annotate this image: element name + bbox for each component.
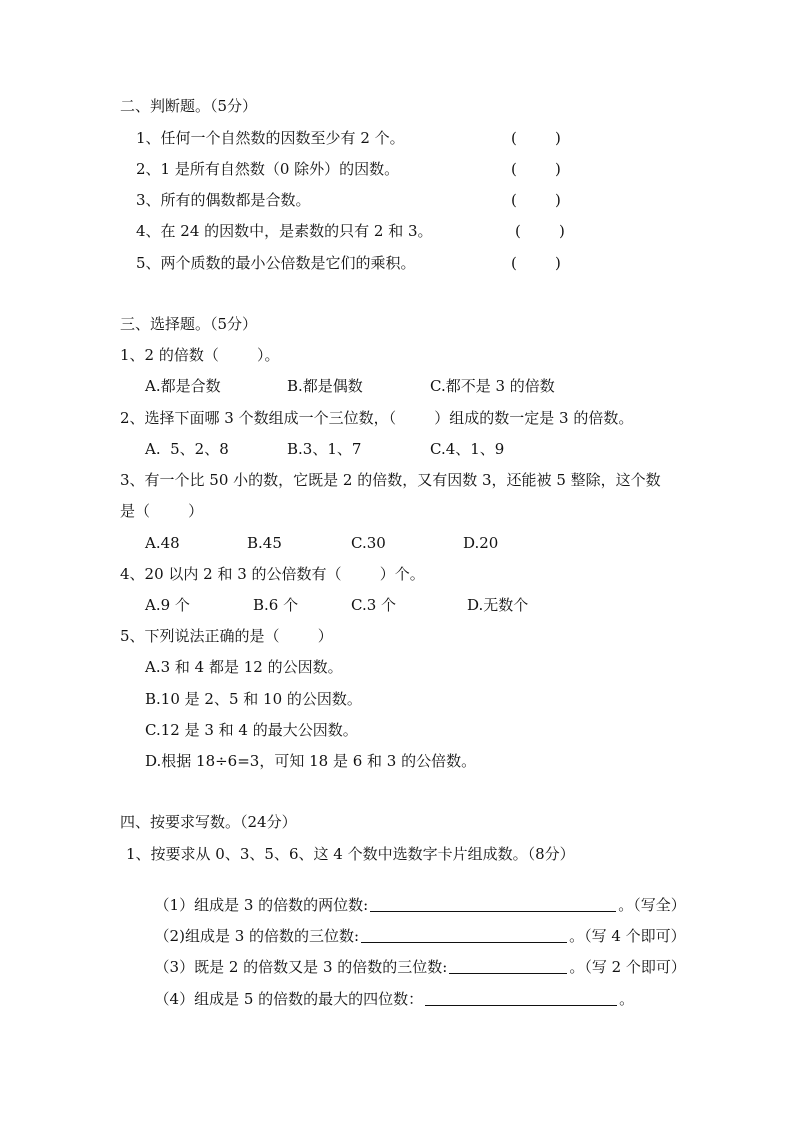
- choice-q4-option-c[interactable]: C.3 个: [351, 596, 397, 614]
- choice-q3-option-c[interactable]: C.30: [351, 534, 386, 552]
- choice-q3-stem: 3、有一个比 50 小的数，它既是 2 的倍数，又有因数 3，还能被 5 整除，这个数: [120, 471, 661, 489]
- choice-q4-option-b[interactable]: B.6 个: [253, 596, 299, 614]
- choice-q4-option-a[interactable]: A.9 个: [145, 596, 190, 614]
- write-part-4-blank[interactable]: [425, 991, 617, 1006]
- section2-title: 二、判断题。（5分）: [120, 97, 258, 115]
- write-part-2-label: （2)组成是 3 的倍数的三位数:: [154, 927, 360, 945]
- write-part-3-label: （3）既是 2 的倍数又是 3 的倍数的三位数:: [154, 958, 448, 976]
- judge-answer-2[interactable]: ( ): [511, 160, 561, 178]
- choice-q3-option-d[interactable]: D.20: [463, 534, 499, 552]
- choice-q2-option-a[interactable]: A. 5、2、8: [145, 440, 229, 458]
- write-part-4-label: （4）组成是 5 的倍数的最大的四位数：: [154, 990, 424, 1008]
- choice-q3-option-b[interactable]: B.45: [247, 534, 282, 552]
- judge-answer-5[interactable]: ( ): [511, 254, 561, 272]
- choice-q1-stem: 1、2 的倍数（ ）。: [120, 346, 280, 364]
- choice-q3-option-a[interactable]: A.48: [145, 534, 180, 552]
- choice-q3-stem-cont: 是（ ）: [120, 502, 204, 520]
- write-part-4: [145, 969, 634, 1009]
- write-part-3-suffix: 。（写 2 个即可）: [569, 958, 686, 976]
- judge-item-2: 2、1 是所有自然数（0 除外）的因数。: [136, 160, 400, 178]
- section3-title: 三、选择题。（5分）: [120, 315, 258, 333]
- choice-q1-option-c[interactable]: C.都不是 3 的倍数: [430, 377, 555, 395]
- judge-item-4: 4、在 24 的因数中，是素数的只有 2 和 3。: [136, 222, 433, 240]
- choice-q5-stem: 5、下列说法正确的是（ ）: [120, 627, 333, 645]
- section4-title: 四、按要求写数。（24分）: [120, 813, 297, 831]
- judge-answer-4[interactable]: ( ): [515, 222, 565, 240]
- judge-item-1: 1、任何一个自然数的因数至少有 2 个。: [136, 129, 405, 147]
- choice-q4-option-d[interactable]: D.无数个: [467, 596, 529, 614]
- choice-q5-option-c[interactable]: C.12 是 3 和 4 的最大公因数。: [145, 721, 358, 739]
- choice-q2-option-c[interactable]: C.4、1、9: [430, 440, 505, 458]
- choice-q5-option-b[interactable]: B.10 是 2、5 和 10 的公因数。: [145, 690, 362, 708]
- choice-q2-option-b[interactable]: B.3、1、7: [287, 440, 362, 458]
- choice-q5-option-a[interactable]: A.3 和 4 都是 12 的公因数。: [145, 658, 343, 676]
- choice-q1-option-a[interactable]: A.都是合数: [145, 377, 221, 395]
- choice-q1-option-b[interactable]: B.都是偶数: [287, 377, 363, 395]
- judge-answer-1[interactable]: ( ): [511, 129, 561, 147]
- write-part-1-suffix: 。（写全）: [618, 896, 686, 914]
- judge-item-5: 5、两个质数的最小公倍数是它们的乘积。: [136, 254, 416, 272]
- judge-answer-3[interactable]: ( ): [511, 191, 561, 209]
- choice-q4-stem: 4、20 以内 2 和 3 的公倍数有（ ）个。: [120, 565, 425, 583]
- judge-item-3: 3、所有的偶数都是合数。: [136, 191, 311, 209]
- write-part-1-label: （1）组成是 3 的倍数的两位数:: [154, 896, 369, 914]
- choice-q5-option-d[interactable]: D.根据 18÷6=3，可知 18 是 6 和 3 的公倍数。: [145, 752, 477, 770]
- choice-q2-stem: 2、选择下面哪 3 个数组成一个三位数，（ ）组成的数一定是 3 的倍数。: [120, 409, 634, 427]
- write-part-4-suffix: 。: [619, 990, 635, 1008]
- write-q1-stem: 1、按要求从 0、3、5、6、这 4 个数中选数字卡片组成数。（8分）: [126, 845, 575, 863]
- write-part-2-suffix: 。（写 4 个即可）: [569, 927, 686, 945]
